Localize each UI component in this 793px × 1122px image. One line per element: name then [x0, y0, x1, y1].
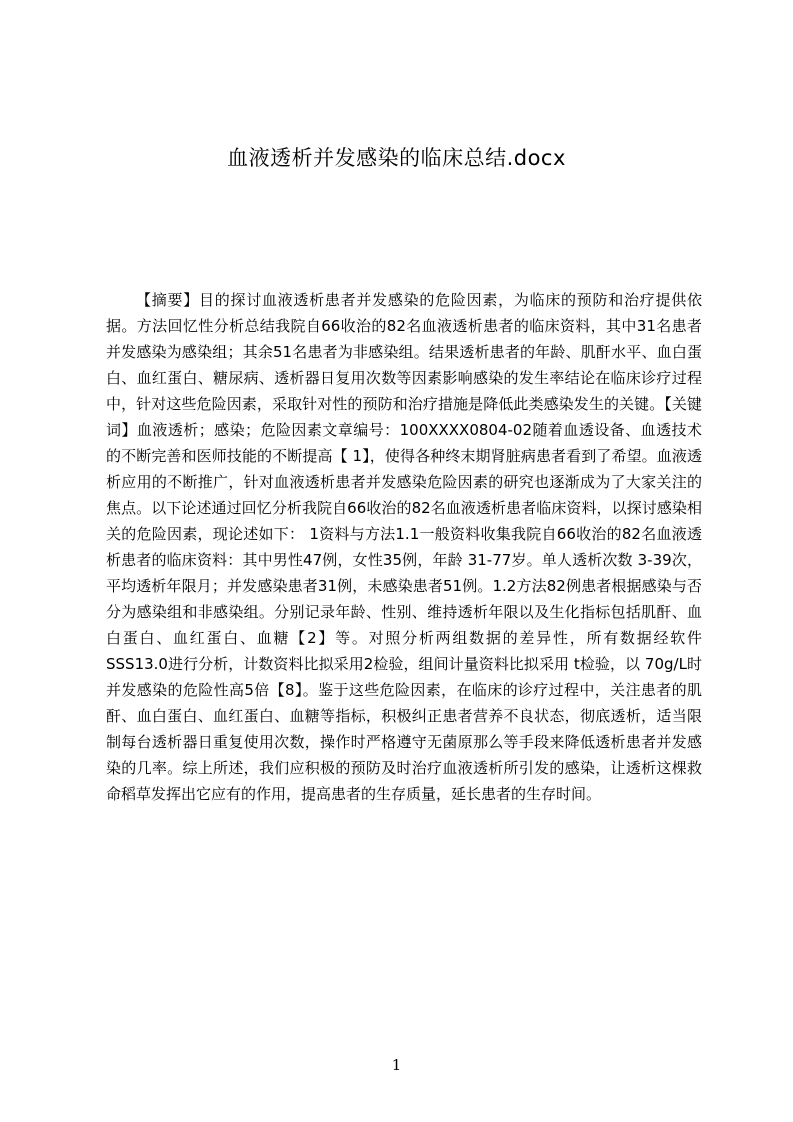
- document-title: 血液透析并发感染的临床总结.docx: [227, 146, 566, 170]
- document-body: 【摘要】目的探讨血液透析患者并发感染的危险因素，为临床的预防和治疗提供依据。方法回忆性分析总结我院自66收治的82名血液透析患者的临床资料，其中31名患者并发感染为感染组；其余51名患者为非感染组。结果透析患者的年龄、肌酐水平、血白蛋白、血红蛋白、糖尿病、透析器日复用次数等因素影响感染的发生率结论在临床诊疗过程中，针对这些危险因素，采取针对性的预防和治疗措施是降低此类感染发生的关键。【关键词】血液透析；感染；危险因素文章编号：100XXXX0804-02随着血透设备、血透技术的不断完善和医师技能的不断提高【 1】，使得各种终末期肾脏病患者看到了希望。血液透析应用的不断推广，针对血液透析患者并发感染危险因素的研究也逐渐成为了大家关注的焦点。以下论述通过回忆分析我院自66收治的82名血液透析患者临床资料，以探讨感染相关的危险因素，现论述如下： 1资料与方法1.1一般资料收集我院自66收治的82名血液透析患者的临床资料：其中男性47例，女性35例，年龄 31-77岁。单人透析次数 3-39次，平均透析年限月；并发感染患者31例，未感染患者51例。1.2方法82例患者根据感染与否分为感染组和非感染组。分别记录年龄、性别、维持透析年限以及生化指标包括肌酐、血白蛋白、血红蛋白、血糖【2】等。对照分析两组数据的差异性，所有数据经软件SSS13.0进行分析，计数资料比拟采用2检验，组间计量资料比拟采用 t检验，以 70g/L时并发感染的危险性高5倍【8】。鉴于这些危险因素，在临床的诊疗过程中，关注患者的肌酐、血白蛋白、血红蛋白、血糖等指标，积极纠正患者营养不良状态，彻底透析，适当限制每台透析器日重复使用次数，操作时严格遵守无菌原那么等手段来降低透析患者并发感染的几率。综上所述，我们应积极的预防及时治疗血液透析所引发的感染，让透析这棵救命稻草发挥出它应有的作用，提高患者的生存质量，延长患者的生存时间。: [106, 291, 702, 803]
- page-number: 1: [391, 1056, 402, 1074]
